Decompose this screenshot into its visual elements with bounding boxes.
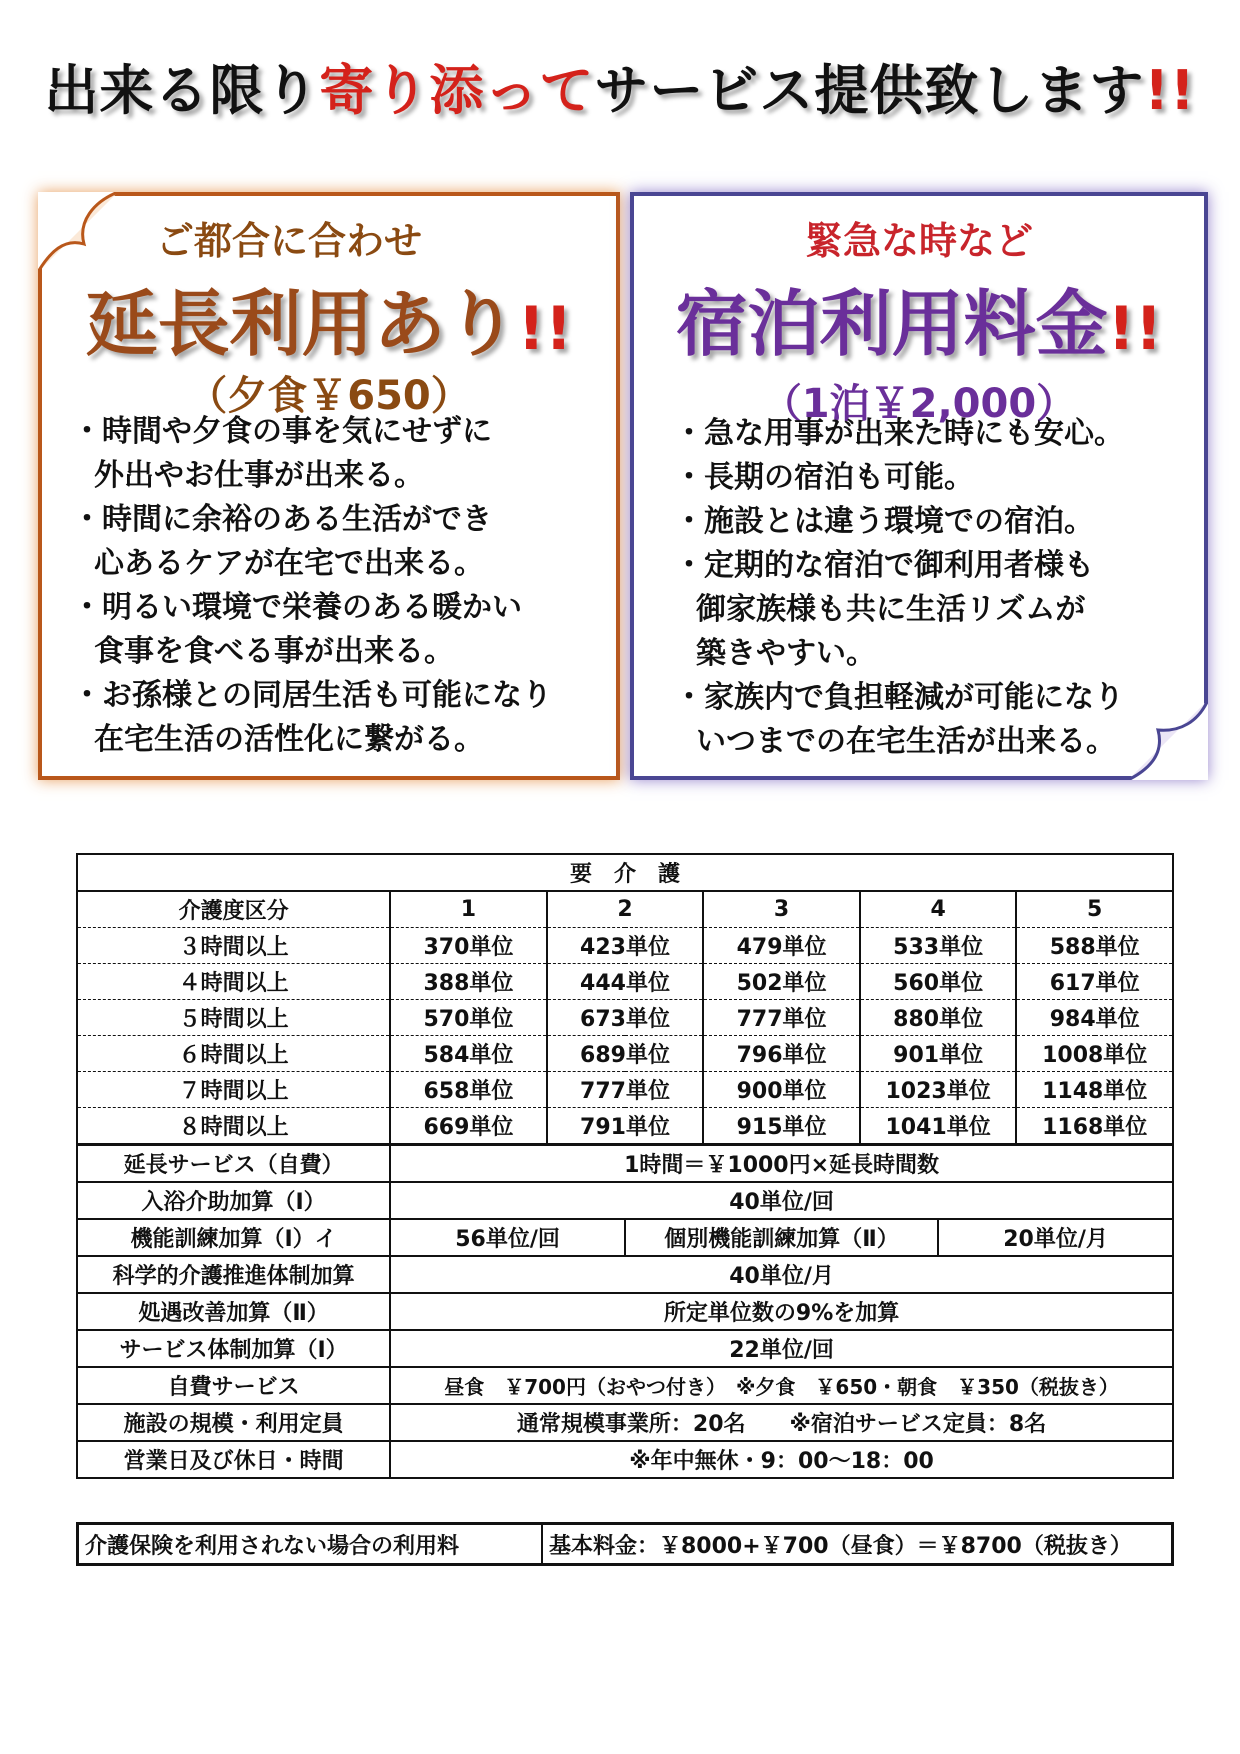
table-row xyxy=(77,1330,1173,1367)
non-insurance-fee-table xyxy=(76,1522,1174,1566)
table-cell: 1時間＝￥1000円×延長時間数 xyxy=(390,1145,1173,1183)
table-cell: 1041単位 xyxy=(860,1108,1017,1145)
table-cell: 56単位/回 xyxy=(390,1219,625,1256)
overnight-title-text: 宿泊利用料金 xyxy=(675,282,1108,366)
table-cell: 1148単位 xyxy=(1016,1072,1173,1108)
extension-bullets xyxy=(72,410,606,762)
overnight-bullets xyxy=(674,412,1194,764)
extension-box xyxy=(38,192,620,780)
row-label: ４時間以上 xyxy=(77,964,390,1000)
headline-part3: サービス提供致します xyxy=(594,59,1145,122)
table-cell: 370単位 xyxy=(390,928,547,964)
row-label: 営業日及び休日・時間 xyxy=(77,1441,390,1478)
headline-part2: 寄り添って xyxy=(319,59,595,122)
row-label: 科学的介護推進体制加算 xyxy=(77,1256,390,1293)
table-cell: 669単位 xyxy=(390,1108,547,1145)
care-level-header: 要 介 護 xyxy=(77,854,1173,891)
fee-value: 基本料金：￥8000+￥700（昼食）＝￥8700（税抜き） xyxy=(542,1524,1173,1565)
row-label: 入浴介助加算（Ⅰ） xyxy=(77,1182,390,1219)
table-cell: 880単位 xyxy=(860,1000,1017,1036)
overnight-price: （1泊￥2,000） xyxy=(761,381,1077,427)
care-fee-table xyxy=(76,853,1174,1479)
level-header: 5 xyxy=(1016,891,1173,928)
table-cell: 個別機能訓練加算（Ⅱ） xyxy=(625,1219,938,1256)
row-label: ３時間以上 xyxy=(77,928,390,964)
table-cell: 791単位 xyxy=(547,1108,704,1145)
table-row xyxy=(77,1000,1173,1036)
table-cell: 777単位 xyxy=(547,1072,704,1108)
list-item: ・急な用事が出来た時にも安心。 xyxy=(674,416,1124,451)
list-item: 御家族様も共に生活リズムが xyxy=(696,592,1086,627)
fee-label: 介護保険を利用されない場合の利用料 xyxy=(78,1524,543,1565)
row-label: ８時間以上 xyxy=(77,1108,390,1145)
headline-part1: 出来る限り xyxy=(44,59,320,122)
list-item: ・施設とは違う環境での宿泊。 xyxy=(674,504,1094,539)
table-cell: 1023単位 xyxy=(860,1072,1017,1108)
row-label: ７時間以上 xyxy=(77,1072,390,1108)
table-cell: 1008単位 xyxy=(1016,1036,1173,1072)
list-item: ・お孫様との同居生活も可能になり xyxy=(72,678,552,713)
row-label: 延長サービス（自費） xyxy=(77,1145,390,1183)
list-item: 在宅生活の活性化に繋がる。 xyxy=(94,722,484,757)
table-cell: 479単位 xyxy=(703,928,860,964)
table-row xyxy=(77,1219,1173,1256)
row-label: サービス体制加算（Ⅰ） xyxy=(77,1330,390,1367)
row-label: ５時間以上 xyxy=(77,1000,390,1036)
table-cell: 658単位 xyxy=(390,1072,547,1108)
table-row xyxy=(77,964,1173,1000)
table-cell: 22単位/回 xyxy=(390,1330,1173,1367)
table-cell: 所定単位数の9%を加算 xyxy=(390,1293,1173,1330)
table-cell: 915単位 xyxy=(703,1108,860,1145)
row-label: 処遇改善加算（Ⅱ） xyxy=(77,1293,390,1330)
table-cell: 423単位 xyxy=(547,928,704,964)
extension-title-exclaim: !! xyxy=(517,294,573,364)
table-cell: 388単位 xyxy=(390,964,547,1000)
table-row xyxy=(77,1182,1173,1219)
table-cell: 617単位 xyxy=(1016,964,1173,1000)
table-row xyxy=(77,1036,1173,1072)
level-header: 2 xyxy=(547,891,704,928)
table-cell: 796単位 xyxy=(703,1036,860,1072)
column-label: 介護度区分 xyxy=(77,891,390,928)
table-cell: 570単位 xyxy=(390,1000,547,1036)
table-row xyxy=(77,1145,1173,1183)
table-cell: 673単位 xyxy=(547,1000,704,1036)
table-cell: 通常規模事業所：20名 ※宿泊サービス定員：8名 xyxy=(390,1404,1173,1441)
table-cell: 40単位/回 xyxy=(390,1182,1173,1219)
extension-title xyxy=(42,266,616,370)
table-header-row xyxy=(77,854,1173,891)
table-cell: 40単位/月 xyxy=(390,1256,1173,1293)
row-label: ６時間以上 xyxy=(77,1036,390,1072)
list-item: いつまでの在宅生活が出来る。 xyxy=(696,724,1116,759)
table-row xyxy=(77,1108,1173,1145)
table-cell: 901単位 xyxy=(860,1036,1017,1072)
table-cell: 984単位 xyxy=(1016,1000,1173,1036)
table-cell: 560単位 xyxy=(860,964,1017,1000)
table-cell: 502単位 xyxy=(703,964,860,1000)
table-row xyxy=(77,1072,1173,1108)
level-header: 1 xyxy=(390,891,547,928)
level-header: 3 xyxy=(703,891,860,928)
overnight-subtitle: 緊急な時など xyxy=(804,219,1033,263)
list-item: 食事を食べる事が出来る。 xyxy=(94,634,454,669)
list-item: 心あるケアが在宅で出来る。 xyxy=(94,546,484,581)
table-row xyxy=(77,1293,1173,1330)
table-row xyxy=(77,1441,1173,1478)
headline xyxy=(0,48,1240,125)
list-item: 築きやすい。 xyxy=(696,636,876,671)
table-cell: 900単位 xyxy=(703,1072,860,1108)
overnight-title xyxy=(634,266,1204,370)
table-cell: 20単位/月 xyxy=(938,1219,1173,1256)
row-label: 自費サービス xyxy=(77,1367,390,1404)
table-cell: 777単位 xyxy=(703,1000,860,1036)
headline-exclaim: !! xyxy=(1144,59,1196,122)
table-cell: 588単位 xyxy=(1016,928,1173,964)
list-item: ・定期的な宿泊で御利用者様も xyxy=(674,548,1094,583)
list-item: ・長期の宿泊も可能。 xyxy=(674,460,974,495)
table-row xyxy=(77,891,1173,928)
table-row xyxy=(77,1367,1173,1404)
table-row xyxy=(78,1524,1173,1565)
row-label: 施設の規模・利用定員 xyxy=(77,1404,390,1441)
row-label: 機能訓練加算（Ⅰ）イ xyxy=(77,1219,390,1256)
extension-subtitle: ご都合に合わせ xyxy=(155,219,422,263)
extension-price: （夕食￥650） xyxy=(187,373,471,419)
extension-title-text: 延長利用あり xyxy=(85,282,518,366)
list-item: ・家族内で負担軽減が可能になり xyxy=(674,680,1124,715)
table-row xyxy=(77,1256,1173,1293)
table-cell: 584単位 xyxy=(390,1036,547,1072)
list-item: ・明るい環境で栄養のある暖かい xyxy=(72,590,522,625)
table-cell: 昼食 ￥700円（おやつ付き） ※夕食 ￥650・朝食 ￥350（税抜き） xyxy=(390,1367,1173,1404)
overnight-box xyxy=(630,192,1208,780)
level-header: 4 xyxy=(860,891,1017,928)
table-cell: 689単位 xyxy=(547,1036,704,1072)
list-item: ・時間に余裕のある生活ができ xyxy=(72,502,492,537)
table-cell: 533単位 xyxy=(860,928,1017,964)
overnight-title-exclaim: !! xyxy=(1107,294,1163,364)
list-item: 外出やお仕事が出来る。 xyxy=(94,458,424,493)
table-row xyxy=(77,928,1173,964)
table-row xyxy=(77,1404,1173,1441)
table-cell: 1168単位 xyxy=(1016,1108,1173,1145)
list-item: ・時間や夕食の事を気にせずに xyxy=(72,414,492,449)
table-cell: ※年中無休・9：00～18：00 xyxy=(390,1441,1173,1478)
table-cell: 444単位 xyxy=(547,964,704,1000)
